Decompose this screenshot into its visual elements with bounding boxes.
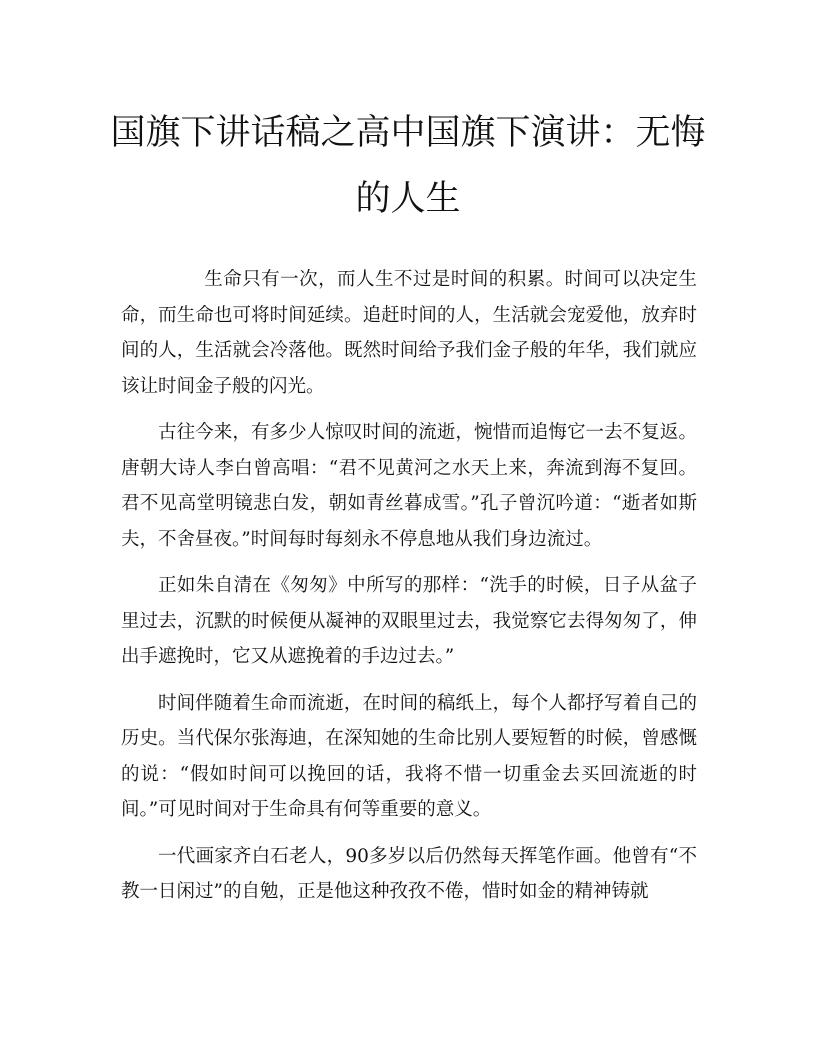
- paragraph-4: 时间伴随着生命而流逝，在时间的稿纸上，每个人都抒写着自己的历史。当代保尔张海迪，在深知她的生命比别人要短暂的时候，曾感慨的说：“假如时间可以挽回的话，我将不惜一切重金去买回流逝的时间。”可见时间对于生命具有何等重要的意义。: [121, 692, 697, 820]
- paragraph-2: 古往今来，有多少人惊叹时间的流逝，惋惜而追悔它一去不复返。唐朝大诗人李白曾高唱：“君不见黄河之水天上来，奔流到海不复回。君不见高堂明镜悲白发，朝如青丝暮成雪。”孔子曾沉吟道：“逝者如斯夫，不舍昼夜。”时间每时每刻永不停息地从我们身边流过。: [121, 422, 697, 550]
- document-title: 国旗下讲话稿之高中国旗下演讲：无悔的人生: [110, 113, 706, 219]
- paragraph-5: 一代画家齐白石老人，90多岁以后仍然每天挥笔作画。他曾有“不教一日闲过”的自勉，正是他这种孜孜不倦，惜时如金的精神铸就: [121, 845, 697, 902]
- paragraph-1: 生命只有一次，而人生不过是时间的积累。时间可以决定生命，而生命也可将时间延续。追赶时间的人，生活就会宠爱他，放弃时间的人，生活就会冷落他。既然时间给予我们金子般的年华，我们就应该让时间金子般的闪光。: [121, 269, 697, 397]
- paragraph-3: 正如朱自清在《匆匆》中所写的那样：“洗手的时候，日子从盆子里过去，沉默的时候便从凝神的双眼里过去，我觉察它去得匆匆了，伸出手遮挽时，它又从遮挽着的手边过去。”: [121, 575, 697, 667]
- document-body: [121, 262, 697, 921]
